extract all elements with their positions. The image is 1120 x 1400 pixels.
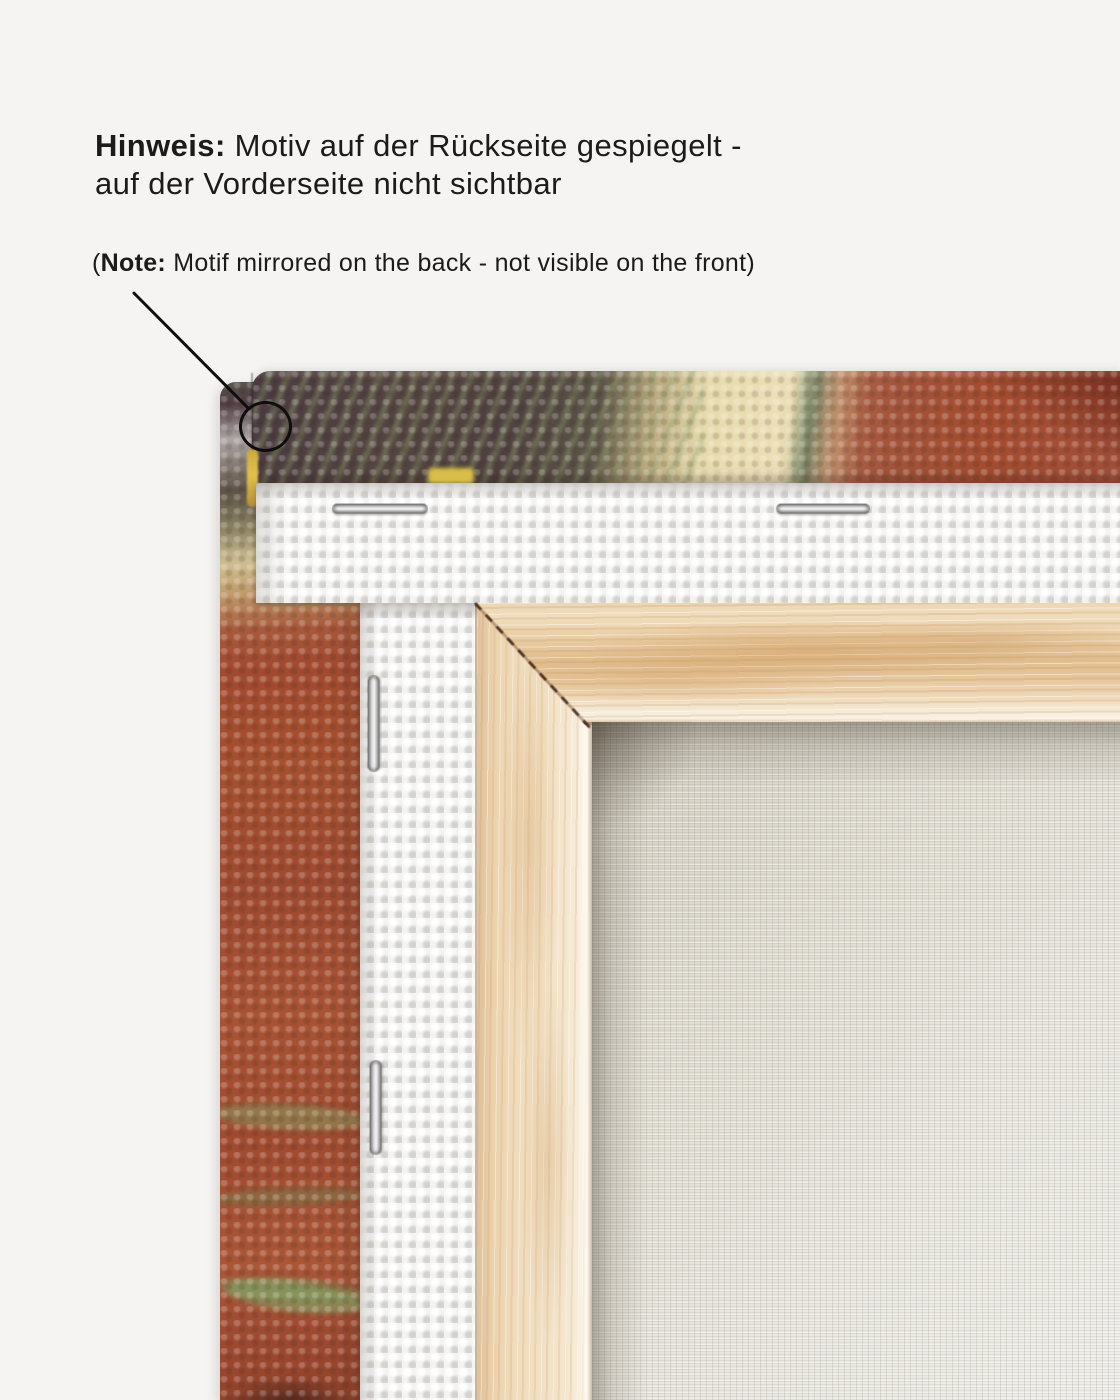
motif-yellow-detail — [428, 468, 474, 484]
canvas-motif-top-edge — [252, 371, 1120, 483]
note-german — [95, 127, 742, 203]
canvas-fold-strip-horizontal — [256, 483, 1120, 603]
staple — [368, 676, 379, 771]
annotation-circle-icon — [239, 401, 292, 452]
fold-shading — [252, 371, 1120, 483]
note-german-line2: auf der Vorderseite nicht sichtbar — [95, 166, 562, 201]
annotation-leader-line — [132, 291, 251, 411]
note-german-bold-label: Hinweis: — [95, 128, 226, 163]
staple — [777, 504, 869, 513]
stretcher-bar-vertical — [475, 603, 594, 1400]
staple — [333, 504, 427, 513]
canvas-back-inner — [592, 722, 1120, 1400]
note-german-line1: Motiv auf der Rückseite gespiegelt - — [225, 128, 742, 163]
note-english-paren: ( — [92, 249, 101, 277]
note-english-rest: Motif mirrored on the back - not visible on the front) — [166, 249, 756, 277]
note-english — [92, 248, 755, 278]
note-english-bold-label: Note: — [100, 249, 167, 277]
staple — [370, 1061, 381, 1154]
